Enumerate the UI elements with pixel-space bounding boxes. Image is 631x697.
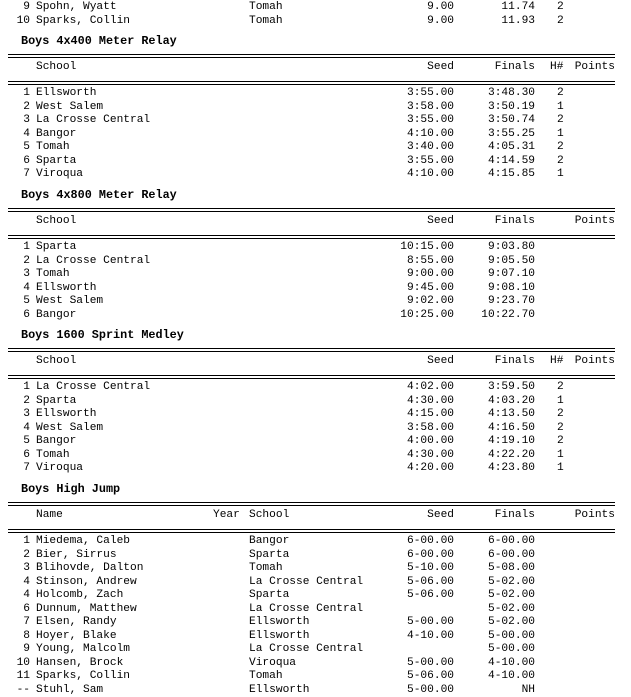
column-header-row	[0, 509, 631, 523]
seed: 4:15.00	[407, 408, 454, 422]
place: 1	[23, 87, 30, 101]
result-row	[0, 168, 631, 182]
seed: 4:10.00	[407, 168, 454, 182]
seed: 3:58.00	[407, 422, 454, 436]
athlete-name: Elsen, Randy	[36, 616, 117, 630]
column-school: School	[36, 215, 76, 229]
column-finals: Finals	[495, 215, 535, 229]
seed: 10:15.00	[400, 241, 454, 255]
place: 7	[23, 462, 30, 476]
school: Ellsworth	[36, 282, 96, 296]
heat: 1	[557, 128, 564, 142]
school: Tomah	[36, 141, 70, 155]
place: 1	[23, 241, 30, 255]
seed: 5-00.00	[407, 657, 454, 671]
athlete-name: Hoyer, Blake	[36, 630, 117, 644]
athlete-name: Dunnum, Matthew	[36, 603, 137, 617]
seed: 3:40.00	[407, 141, 454, 155]
result-row	[0, 381, 631, 395]
school: La Crosse Central	[249, 603, 363, 617]
result-row	[0, 128, 631, 142]
seed: 10:25.00	[400, 309, 454, 323]
heat: 2	[557, 381, 564, 395]
result-row	[0, 15, 631, 29]
double-rule	[8, 235, 615, 239]
finals: 3:50.19	[488, 101, 535, 115]
seed: 6-00.00	[407, 535, 454, 549]
school: Tomah	[36, 449, 70, 463]
seed: 9.00	[427, 1, 454, 15]
finals: 11.93	[501, 15, 535, 29]
place: 5	[23, 435, 30, 449]
seed: 3:55.00	[407, 114, 454, 128]
result-row	[0, 562, 631, 576]
finals: 4:15.85	[488, 168, 535, 182]
heat: 1	[557, 462, 564, 476]
athlete-name: Sparks, Collin	[36, 15, 130, 29]
place: 2	[23, 549, 30, 563]
seed: 5-06.00	[407, 589, 454, 603]
seed: 3:55.00	[407, 155, 454, 169]
seed: 9:00.00	[407, 268, 454, 282]
result-row	[0, 282, 631, 296]
result-row	[0, 155, 631, 169]
finals: 3:59.50	[488, 381, 535, 395]
place: 6	[23, 449, 30, 463]
seed: 4:02.00	[407, 381, 454, 395]
finals: 4:13.50	[488, 408, 535, 422]
heat: 1	[557, 168, 564, 182]
finals: 9:23.70	[488, 295, 535, 309]
place: 3	[23, 408, 30, 422]
result-row	[0, 1, 631, 15]
athlete-name: Miedema, Caleb	[36, 535, 130, 549]
school: Bangor	[36, 128, 76, 142]
result-row	[0, 87, 631, 101]
place: 4	[23, 589, 30, 603]
seed: 4:10.00	[407, 128, 454, 142]
athlete-name: Sparks, Collin	[36, 670, 130, 684]
school: La Crosse Central	[249, 643, 363, 657]
heat: 1	[557, 395, 564, 409]
result-row	[0, 141, 631, 155]
column-year: Year	[213, 509, 240, 523]
result-row	[0, 255, 631, 269]
result-row	[0, 241, 631, 255]
school: Bangor	[36, 309, 76, 323]
event-title: Boys 4x400 Meter Relay	[21, 34, 177, 48]
heat: 2	[557, 1, 564, 15]
finals: 5-08.00	[488, 562, 535, 576]
seed: 3:55.00	[407, 87, 454, 101]
place: 9	[23, 1, 30, 15]
seed: 4:30.00	[407, 449, 454, 463]
finals: 5-00.00	[488, 643, 535, 657]
column-seed: Seed	[427, 509, 454, 523]
place: 8	[23, 630, 30, 644]
finals: 4:14.59	[488, 155, 535, 169]
column-school: School	[249, 509, 289, 523]
place: 4	[23, 128, 30, 142]
school: Ellsworth	[249, 630, 309, 644]
seed: 8:55.00	[407, 255, 454, 269]
finals: 4:16.50	[488, 422, 535, 436]
finals: 9:05.50	[488, 255, 535, 269]
result-row	[0, 616, 631, 630]
place: 6	[23, 603, 30, 617]
column-seed: Seed	[427, 61, 454, 75]
finals: 3:55.25	[488, 128, 535, 142]
finals: 11.74	[501, 1, 535, 15]
school: Sparta	[36, 241, 76, 255]
finals: 4:19.10	[488, 435, 535, 449]
school: Viroqua	[36, 168, 83, 182]
school: West Salem	[36, 295, 103, 309]
column-name: Name	[36, 509, 63, 523]
seed: 5-10.00	[407, 562, 454, 576]
finals: 4:22.20	[488, 449, 535, 463]
heat: 2	[557, 87, 564, 101]
finals: 9:08.10	[488, 282, 535, 296]
place: 11	[17, 670, 30, 684]
place: 1	[23, 535, 30, 549]
place: 4	[23, 576, 30, 590]
seed: 4:30.00	[407, 395, 454, 409]
seed: 5-00.00	[407, 684, 454, 697]
finals: 5-02.00	[488, 589, 535, 603]
place: 4	[23, 422, 30, 436]
result-row	[0, 435, 631, 449]
result-row	[0, 603, 631, 617]
athlete-name: Bier, Sirrus	[36, 549, 117, 563]
place: --	[17, 684, 30, 697]
heat: 2	[557, 435, 564, 449]
seed: 4:00.00	[407, 435, 454, 449]
heat: 1	[557, 449, 564, 463]
result-row	[0, 657, 631, 671]
place: 3	[23, 562, 30, 576]
finals: 10:22.70	[481, 309, 535, 323]
column-seed: Seed	[427, 215, 454, 229]
school: Sparta	[249, 589, 289, 603]
double-rule	[8, 502, 615, 506]
school: Ellsworth	[36, 408, 96, 422]
heat: 1	[557, 101, 564, 115]
school: Tomah	[249, 1, 283, 15]
result-row	[0, 535, 631, 549]
school: La Crosse Central	[249, 576, 363, 590]
school: La Crosse Central	[36, 114, 150, 128]
finals: 4:05.31	[488, 141, 535, 155]
seed: 9:45.00	[407, 282, 454, 296]
school: Tomah	[249, 670, 283, 684]
finals: 9:07.10	[488, 268, 535, 282]
finals: 4-10.00	[488, 670, 535, 684]
place: 7	[23, 616, 30, 630]
result-row	[0, 643, 631, 657]
finals: 4:23.80	[488, 462, 535, 476]
seed: 5-00.00	[407, 616, 454, 630]
result-row	[0, 101, 631, 115]
column-school: School	[36, 61, 76, 75]
athlete-name: Hansen, Brock	[36, 657, 123, 671]
result-row	[0, 589, 631, 603]
school: Ellsworth	[249, 616, 309, 630]
column-finals: Finals	[495, 61, 535, 75]
place: 9	[23, 643, 30, 657]
place: 3	[23, 114, 30, 128]
place: 6	[23, 155, 30, 169]
column-header-row	[0, 355, 631, 369]
result-row	[0, 114, 631, 128]
column-points: Points	[575, 355, 615, 369]
finals: 3:50.74	[488, 114, 535, 128]
school: Viroqua	[249, 657, 296, 671]
seed: 6-00.00	[407, 549, 454, 563]
athlete-name: Holcomb, Zach	[36, 589, 123, 603]
place: 10	[17, 15, 30, 29]
event-title: Boys 4x800 Meter Relay	[21, 188, 177, 202]
heat: 2	[557, 15, 564, 29]
finals: 3:48.30	[488, 87, 535, 101]
heat: 2	[557, 155, 564, 169]
school: La Crosse Central	[36, 381, 150, 395]
finals: 5-00.00	[488, 630, 535, 644]
school: Sparta	[36, 395, 76, 409]
double-rule	[8, 54, 615, 58]
place: 5	[23, 141, 30, 155]
double-rule	[8, 529, 615, 533]
seed: 5-06.00	[407, 670, 454, 684]
result-row	[0, 684, 631, 697]
place: 2	[23, 395, 30, 409]
school: Tomah	[249, 562, 283, 576]
event-title: Boys 1600 Sprint Medley	[21, 328, 184, 342]
column-header-row	[0, 61, 631, 75]
column-points: Points	[575, 215, 615, 229]
double-rule	[8, 81, 615, 85]
school: La Crosse Central	[36, 255, 150, 269]
result-row	[0, 462, 631, 476]
place: 2	[23, 255, 30, 269]
result-row	[0, 549, 631, 563]
column-heat: H#	[550, 61, 563, 75]
seed: 9.00	[427, 15, 454, 29]
result-row	[0, 576, 631, 590]
column-finals: Finals	[495, 509, 535, 523]
school: Bangor	[36, 435, 76, 449]
heat: 2	[557, 408, 564, 422]
column-header-row	[0, 215, 631, 229]
column-seed: Seed	[427, 355, 454, 369]
place: 5	[23, 295, 30, 309]
school: Sparta	[36, 155, 76, 169]
place: 3	[23, 268, 30, 282]
seed: 5-06.00	[407, 576, 454, 590]
finals: NH	[522, 684, 535, 697]
place: 6	[23, 309, 30, 323]
finals: 6-00.00	[488, 549, 535, 563]
seed: 4-10.00	[407, 630, 454, 644]
school: Ellsworth	[249, 684, 309, 697]
finals: 5-02.00	[488, 603, 535, 617]
seed: 9:02.00	[407, 295, 454, 309]
school: Sparta	[249, 549, 289, 563]
place: 7	[23, 168, 30, 182]
result-row	[0, 408, 631, 422]
finals: 4:03.20	[488, 395, 535, 409]
school: Viroqua	[36, 462, 83, 476]
finals: 5-02.00	[488, 616, 535, 630]
finals: 6-00.00	[488, 535, 535, 549]
place: 4	[23, 282, 30, 296]
seed: 4:20.00	[407, 462, 454, 476]
result-row	[0, 295, 631, 309]
athlete-name: Young, Malcolm	[36, 643, 130, 657]
result-row	[0, 449, 631, 463]
place: 2	[23, 101, 30, 115]
column-points: Points	[575, 61, 615, 75]
heat: 2	[557, 141, 564, 155]
heat: 2	[557, 422, 564, 436]
school: West Salem	[36, 422, 103, 436]
athlete-name: Blihovde, Dalton	[36, 562, 143, 576]
column-school: School	[36, 355, 76, 369]
event-title: Boys High Jump	[21, 482, 120, 496]
place: 10	[17, 657, 30, 671]
school: Tomah	[249, 15, 283, 29]
place: 1	[23, 381, 30, 395]
column-heat: H#	[550, 355, 563, 369]
result-row	[0, 670, 631, 684]
school: Tomah	[36, 268, 70, 282]
athlete-name: Stuhl, Sam	[36, 684, 103, 697]
athlete-name: Stinson, Andrew	[36, 576, 137, 590]
school: West Salem	[36, 101, 103, 115]
athlete-name: Spohn, Wyatt	[36, 1, 117, 15]
column-finals: Finals	[495, 355, 535, 369]
result-row	[0, 309, 631, 323]
result-row	[0, 395, 631, 409]
finals: 5-02.00	[488, 576, 535, 590]
result-row	[0, 422, 631, 436]
school: Bangor	[249, 535, 289, 549]
finals: 9:03.80	[488, 241, 535, 255]
school: Ellsworth	[36, 87, 96, 101]
double-rule	[8, 375, 615, 379]
seed: 3:58.00	[407, 101, 454, 115]
finals: 4-10.00	[488, 657, 535, 671]
result-row	[0, 630, 631, 644]
result-row	[0, 268, 631, 282]
column-points: Points	[575, 509, 615, 523]
double-rule	[8, 348, 615, 352]
heat: 2	[557, 114, 564, 128]
double-rule	[8, 208, 615, 212]
